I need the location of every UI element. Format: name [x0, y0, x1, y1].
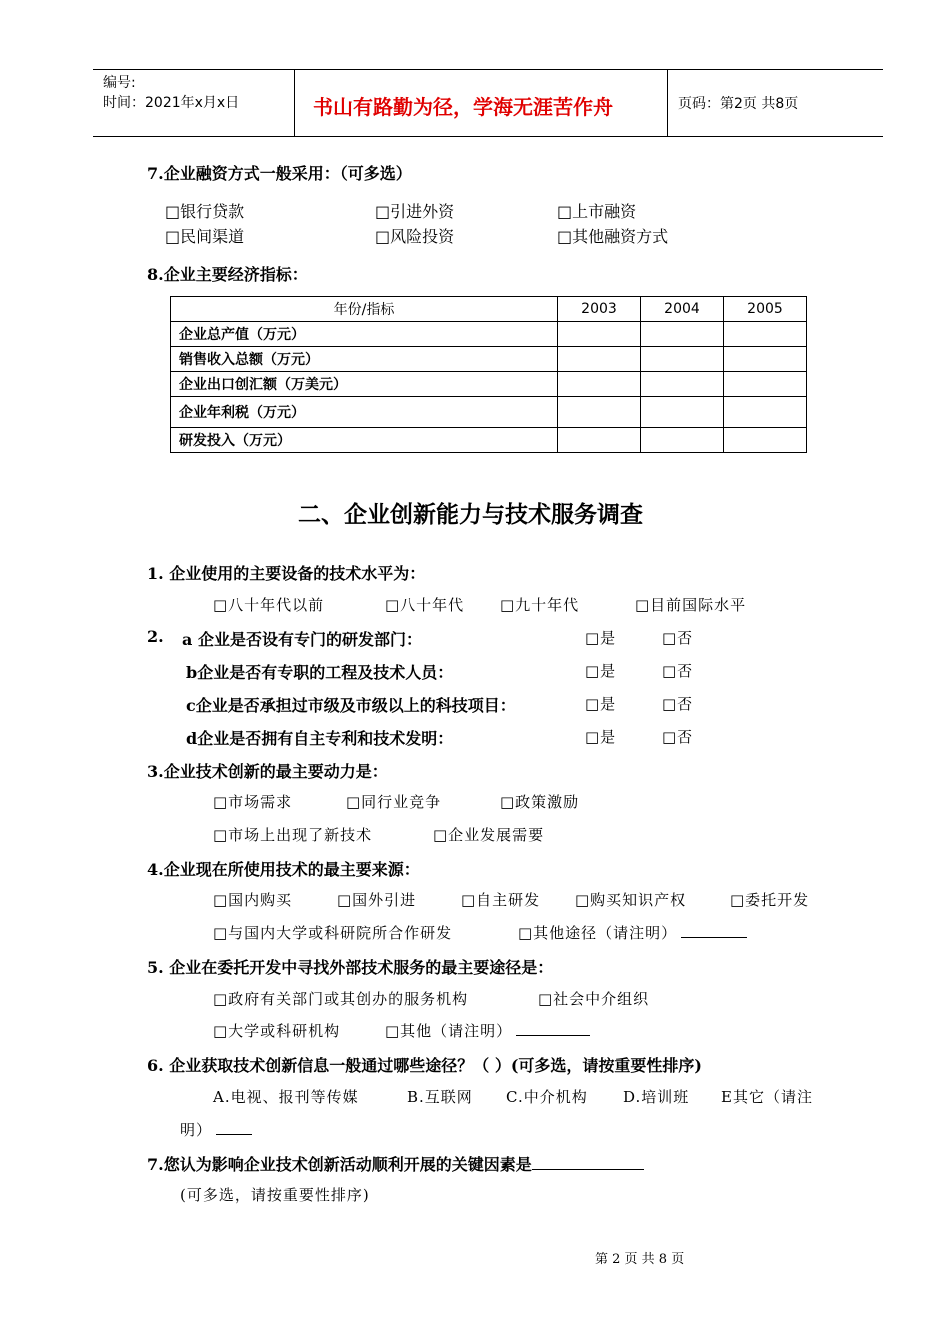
other-info-blank[interactable] — [216, 1120, 252, 1135]
option-new-technology[interactable]: □市场上出现了新技术 — [213, 826, 373, 844]
row-label: 研发投入（万元） — [171, 428, 558, 453]
header-year-indicator: 年份/指标 — [171, 297, 558, 322]
q2a-yes[interactable]: □是 — [585, 629, 617, 647]
header-2005: 2005 — [724, 297, 807, 322]
q2c-yes[interactable]: □是 — [585, 695, 617, 713]
option-venture-capital[interactable]: □风险投资 — [375, 227, 455, 246]
q2b-yes[interactable]: □是 — [585, 662, 617, 680]
q7-financing-question: 7.企业融资方式一般采用：（可多选） — [147, 164, 412, 183]
footer-page-number: 第 2 页 共 8 页 — [595, 1252, 685, 1267]
s2-q2-number: 2. — [147, 627, 164, 646]
header-divider-left — [294, 69, 295, 136]
q8-indicators-question: 8.企业主要经济指标： — [147, 265, 308, 284]
table-row — [171, 372, 807, 397]
table-row — [171, 428, 807, 453]
header-motto: 书山有路勤为径，学海无涯苦作舟 — [313, 95, 613, 119]
option-gov-agency[interactable]: □政府有关部门或其创办的服务机构 — [213, 990, 469, 1008]
other-source-blank[interactable] — [681, 923, 747, 938]
header-divider-right — [667, 69, 668, 136]
option-university[interactable]: □大学或科研机构 — [213, 1022, 341, 1040]
option-foreign-capital[interactable]: □引进外资 — [375, 202, 455, 221]
table-cell[interactable] — [558, 397, 641, 428]
option-private-channel[interactable]: □民间渠道 — [165, 227, 245, 246]
option-before-80s[interactable]: □八十年代以前 — [213, 596, 325, 614]
serial-label: 编号: — [103, 75, 136, 91]
option-commissioned-dev[interactable]: □委托开发 — [730, 891, 810, 909]
other-channel-blank[interactable] — [516, 1021, 590, 1036]
option-other-financing[interactable]: □其他融资方式 — [557, 227, 669, 246]
page-label: 页码：第2页 共8页 — [678, 96, 799, 112]
s2-q6-question: 6. 企业获取技术创新信息一般通过哪些途径？（ ）(可多选，请按重要性排序) — [147, 1056, 702, 1075]
table-cell[interactable] — [724, 372, 807, 397]
option-training[interactable]: D.培训班 — [623, 1088, 690, 1106]
table-cell[interactable] — [558, 322, 641, 347]
option-other-source[interactable] — [518, 922, 747, 943]
option-listing[interactable]: □上市融资 — [557, 202, 637, 221]
row-label: 销售收入总额（万元） — [171, 347, 558, 372]
q2b-no[interactable]: □否 — [662, 662, 694, 680]
row-label: 企业出口创汇额（万美元） — [171, 372, 558, 397]
indicators-table — [170, 296, 807, 453]
s2-q2d-text: d企业是否拥有自主专利和技术发明： — [186, 729, 454, 748]
option-other-source-label: □其他途径（请注明） — [518, 924, 678, 942]
option-policy-incentive[interactable]: □政策激励 — [500, 793, 580, 811]
option-self-rd[interactable]: □自主研发 — [461, 891, 541, 909]
s2-q3-question: 3.企业技术创新的最主要动力是： — [147, 762, 388, 781]
q2a-no[interactable]: □否 — [662, 629, 694, 647]
key-factors-blank[interactable] — [532, 1155, 644, 1170]
s2-q1-question: 1. 企业使用的主要设备的技术水平为： — [147, 564, 426, 583]
option-development-needs[interactable]: □企业发展需要 — [433, 826, 545, 844]
option-other-channel-label: □其他（请注明） — [385, 1022, 513, 1040]
header-bottom-rule — [93, 136, 883, 137]
row-label: 企业年利税（万元） — [171, 397, 558, 428]
q2d-no[interactable]: □否 — [662, 728, 694, 746]
option-90s[interactable]: □九十年代 — [500, 596, 580, 614]
option-intermediary[interactable]: □社会中介组织 — [538, 990, 650, 1008]
s2-q2b-text: b企业是否有专职的工程及技术人员： — [186, 663, 454, 682]
table-header-row — [171, 297, 807, 322]
row-label: 企业总产值（万元） — [171, 322, 558, 347]
q6-continuation-label: 明） — [180, 1121, 213, 1139]
time-label: 时间：2021年x月x日 — [103, 95, 240, 111]
table-cell[interactable] — [724, 322, 807, 347]
section-title: 二、企业创新能力与技术服务调查 — [298, 501, 643, 528]
s2-q7-note: (可多选，请按重要性排序) — [180, 1186, 370, 1204]
option-other-info[interactable]: E其它（请注 — [721, 1088, 813, 1106]
option-foreign-import[interactable]: □国外引进 — [337, 891, 417, 909]
s2-q5-question: 5. 企业在委托开发中寻找外部技术服务的最主要途径是： — [147, 958, 554, 977]
table-cell[interactable] — [724, 347, 807, 372]
table-cell[interactable] — [724, 428, 807, 453]
s2-q2c-text: c企业是否承担过市级及市级以上的科技项目： — [186, 696, 516, 715]
option-bank-loan[interactable]: □银行贷款 — [165, 202, 245, 221]
option-domestic-purchase[interactable]: □国内购买 — [213, 891, 293, 909]
table-cell[interactable] — [641, 347, 724, 372]
option-80s[interactable]: □八十年代 — [385, 596, 465, 614]
q6-continuation — [180, 1119, 252, 1140]
option-other-channel[interactable] — [385, 1020, 590, 1041]
table-cell[interactable] — [558, 347, 641, 372]
s2-q7-text: 7.您认为影响企业技术创新活动顺利开展的关键因素是 — [147, 1155, 532, 1174]
table-cell[interactable] — [558, 372, 641, 397]
option-university-coop[interactable]: □与国内大学或科研院所合作研发 — [213, 924, 453, 942]
table-row — [171, 347, 807, 372]
option-market-demand[interactable]: □市场需求 — [213, 793, 293, 811]
table-cell[interactable] — [641, 397, 724, 428]
option-buy-ip[interactable]: □购买知识产权 — [575, 891, 687, 909]
table-cell[interactable] — [641, 372, 724, 397]
table-row — [171, 322, 807, 347]
q2c-no[interactable]: □否 — [662, 695, 694, 713]
table-cell[interactable] — [641, 322, 724, 347]
table-cell[interactable] — [641, 428, 724, 453]
header-2003: 2003 — [558, 297, 641, 322]
option-internet[interactable]: B.互联网 — [407, 1088, 473, 1106]
s2-q7-question — [147, 1152, 644, 1175]
option-competition[interactable]: □同行业竞争 — [346, 793, 442, 811]
q2d-yes[interactable]: □是 — [585, 728, 617, 746]
header-top-rule — [93, 69, 883, 70]
s2-q2a-text: a 企业是否设有专门的研发部门： — [182, 630, 422, 649]
option-media[interactable]: A.电视、报刊等传媒 — [213, 1088, 359, 1106]
table-cell[interactable] — [558, 428, 641, 453]
table-cell[interactable] — [724, 397, 807, 428]
option-intl-level[interactable]: □目前国际水平 — [635, 596, 747, 614]
table-row — [171, 397, 807, 428]
option-agency[interactable]: C.中介机构 — [506, 1088, 588, 1106]
s2-q4-question: 4.企业现在所使用技术的最主要来源： — [147, 860, 420, 879]
header-2004: 2004 — [641, 297, 724, 322]
